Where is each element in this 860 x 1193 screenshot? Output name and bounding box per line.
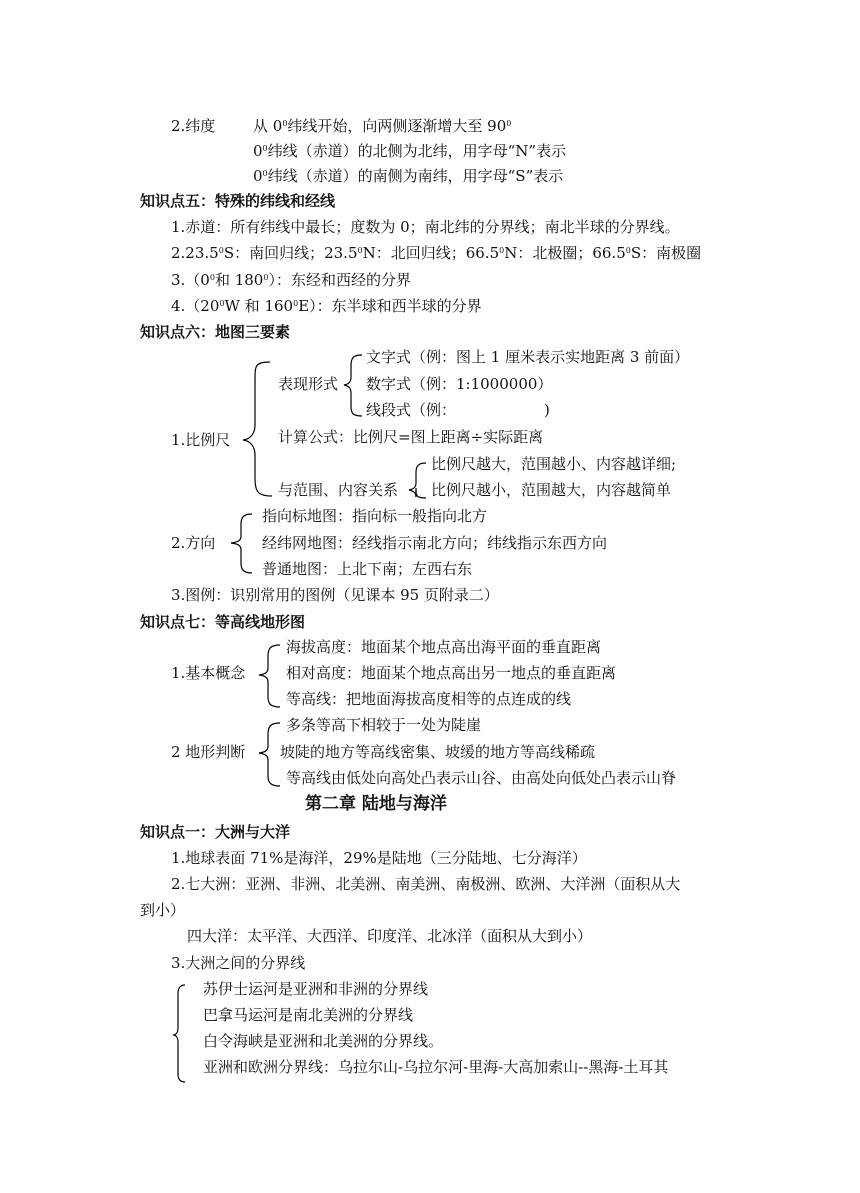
scale-form: 文字式（例：图上 1 厘米表示实地距离 3 前面）	[366, 348, 690, 366]
section-heading: 知识点五：特殊的纬线和经线	[140, 192, 336, 210]
section-heading: 知识点六：地图三要素	[140, 323, 291, 341]
latitude-line: 从 $0^0$纬线开始，向两侧逐渐增大至 $90^0$	[253, 117, 512, 135]
list-item: 2.七大洲：亚洲、非洲、北美洲、南美洲、南极洲、欧洲、大洋洲（面积从大	[171, 875, 681, 893]
latitude-label: 2.纬度	[171, 117, 216, 135]
legend-item: 3.图例：识别常用的图例（见课本 95 页附录二）	[171, 586, 499, 604]
section-heading: 知识点七：等高线地形图	[140, 613, 306, 631]
scale-relation: 比例尺越小，范围越大，内容越简单	[431, 481, 672, 499]
scale-form: 数字式（例：1:1000000）	[366, 375, 553, 393]
boundary-item: 白令海峡是亚洲和北美洲的分界线。	[203, 1032, 444, 1050]
chapter-title: 第二章 陆地与海洋	[305, 794, 447, 814]
terrain-item: 多条等高下相较于一处为陡崖	[286, 716, 482, 734]
scale-label: 1.比例尺	[171, 431, 231, 449]
brace-forms	[344, 355, 362, 416]
list-item: 1.赤道：所有纬线中最长；度数为 0；南北纬的分界线；南北半球的分界线。	[171, 218, 680, 236]
scale-form-close: )	[544, 401, 550, 419]
boundary-item: 亚洲和欧洲分界线：乌拉尔山-乌拉尔河-里海-大高加索山--黑海-土耳其	[203, 1058, 669, 1076]
basic-label: 1.基本概念	[171, 664, 246, 682]
scale-formula: 计算公式：比例尺=图上距离÷实际距离	[278, 428, 544, 446]
list-item: 2.23.5$^0$S：南回归线；23.5$^0$N：北回归线；66.5$^0$N：北极圈；66.5$^0$S：南极圈	[171, 244, 702, 262]
list-item: 四大洋：太平洋、大西洋、印度洋、北冰洋（面积从大到小）	[187, 927, 593, 945]
terrain-label: 2 地形判断	[171, 743, 246, 761]
terrain-item: 等高线由低处向高处凸表示山谷、由高处向低处凸表示山脊	[286, 769, 677, 787]
direction-item: 经纬网地图：经线指示南北方向；纬线指示东西方向	[262, 534, 608, 552]
brace-basic	[259, 645, 280, 707]
scale-relation: 比例尺越大，范围越小、内容越详细;	[431, 455, 677, 473]
terrain-item: 坡陡的地方等高线密集、坡缓的地方等高线稀疏	[280, 743, 596, 761]
list-item: 3.大洲之间的分界线	[171, 954, 306, 972]
basic-item: 海拔高度：地面某个地点高出海平面的垂直距离	[286, 638, 602, 656]
list-item: $4.(20^0W$ 和 $160^0E$）：东半球和西半球的分界	[171, 297, 482, 315]
direction-item: 指向标地图：指向标一般指向北方	[262, 507, 488, 525]
scale-relation-label: 与范围、内容关系	[278, 481, 399, 499]
brace-boundaries	[174, 985, 185, 1082]
latitude-line: $0^0$纬线（赤道）的北侧为北纬，用字母“N”表示	[253, 142, 567, 160]
latitude-line: $0^0$纬线（赤道）的南侧为南纬，用字母“S”表示	[253, 167, 564, 185]
scale-form: 线段式（例：	[366, 401, 457, 419]
boundary-item: 巴拿马运河是南北美洲的分界线	[203, 1006, 414, 1024]
list-item: 1.地球表面 71%是海洋，29%是陆地（三分陆地、七分海洋）	[171, 849, 587, 867]
brace-relations	[409, 463, 426, 497]
basic-item: 等高线：把地面海拔高度相等的点连成的线	[286, 690, 572, 708]
direction-label: 2.方向	[171, 534, 216, 552]
section-heading: 知识点一：大洲与大洋	[140, 823, 291, 841]
boundary-item: 苏伊士运河是亚洲和非洲的分界线	[203, 980, 429, 998]
scale-form-label: 表现形式	[278, 375, 339, 393]
basic-item: 相对高度：地面某个地点高出另一地点的垂直距离	[286, 664, 617, 682]
direction-item: 普通地图：上北下南；左西右东	[262, 560, 473, 578]
brace-scale	[243, 362, 272, 496]
list-item: 到小）	[140, 901, 186, 919]
list-item: $3.(0^0$和 $180^0$）：东经和西经的分界	[171, 271, 411, 289]
brace-direction	[231, 514, 252, 573]
brace-terrain	[259, 723, 280, 786]
